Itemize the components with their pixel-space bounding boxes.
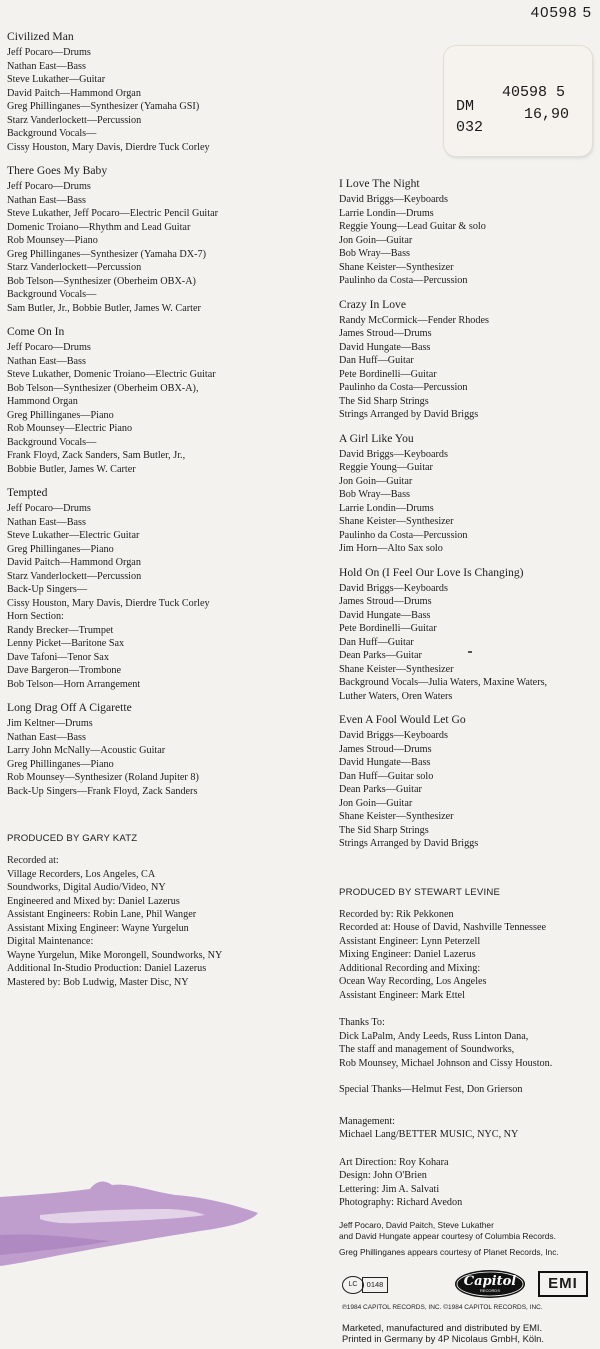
song-credit-block	[339, 565, 599, 704]
musician-credit: Larrie Londin—Drums	[339, 502, 434, 514]
musician-credit: David Briggs—Keyboards	[339, 194, 448, 205]
musician-credit: Reggie Young—Lead Guitar & solo	[339, 221, 486, 232]
musician-credit: David Briggs—Keyboards	[339, 582, 448, 594]
musician-credit: Jon Goin—Guitar	[339, 475, 413, 487]
musician-credit: David Hungate—Bass	[339, 341, 431, 353]
art-credits	[339, 1156, 599, 1210]
production-credit-line: Recorded by: Rik Pekkonen	[339, 908, 454, 920]
sticker-price: 16,90	[524, 106, 570, 123]
musician-credit: The Sid Sharp Strings	[339, 824, 429, 836]
copyright-notice: ℗1984 CAPITOL RECORDS, INC. ©1984 CAPITOL RECORDS, INC.	[342, 1304, 543, 1311]
musician-credit: Strings Arranged by David Briggs	[339, 838, 479, 849]
label-code-number: 0148	[362, 1277, 388, 1293]
musician-credit: Larrie Londin—Drums	[339, 207, 434, 219]
musician-credit: Paulinho da Costa—Percussion	[339, 382, 468, 393]
production-credit-line: Additional In-Studio Production: Daniel Lazerus	[7, 963, 207, 974]
musician-credit: Nathan East—Bass	[7, 194, 86, 206]
musician-credit: Jon Goin—Guitar	[339, 797, 413, 809]
musician-credit: Shane Keister—Synthesizer	[339, 811, 454, 822]
musician-credit: Larry John McNally—Acoustic Guitar	[7, 745, 166, 756]
sticker-number: 032	[456, 119, 484, 136]
musician-credit: David Hungate—Bass	[339, 609, 431, 621]
production-credit-line: Additional Recording and Mixing:	[339, 962, 481, 974]
musician-credit: Jeff Pocaro—Drums	[7, 181, 91, 192]
musician-credit: James Stroud—Drums	[339, 596, 432, 607]
song-credit-block	[339, 297, 599, 422]
courtesy-notes	[339, 1220, 599, 1259]
musician-credit: Dan Huff—Guitar solo	[339, 770, 434, 782]
musician-credit: David Paitch—Hammond Organ	[7, 557, 141, 568]
emi-logo: EMI	[538, 1271, 588, 1297]
musician-credit: Rob Mounsey—Electric Piano	[7, 423, 133, 434]
musician-credit: Paulinho da Costa—Percussion	[339, 275, 468, 286]
musician-credit: Jeff Pocaro—Drums	[7, 503, 91, 514]
sticker-currency: DM	[456, 98, 475, 115]
song-credit-block	[7, 700, 307, 798]
left-column	[7, 29, 307, 989]
courtesy-line: and David Hungate appear courtesy of Columbia Records.	[339, 1231, 556, 1241]
distribution-line: Printed in Germany by 4P Nicolaus GmbH, Köln.	[342, 1333, 544, 1344]
musician-credit: Dan Huff—Guitar	[339, 636, 414, 648]
musician-credit: Greg Phillinganes—Piano	[7, 758, 114, 770]
stray-mark	[468, 651, 472, 653]
production-credit-line: Wayne Yurgelun, Mike Morongell, Soundworks, NY	[7, 949, 223, 961]
label-code-mark: LC	[342, 1276, 364, 1294]
management-block	[339, 1115, 599, 1142]
musician-credit: Randy McCormick—Fender Rhodes	[339, 314, 489, 326]
song-credit-block	[7, 324, 307, 476]
song-title: A Girl Like You	[339, 431, 414, 445]
musician-credit: The Sid Sharp Strings	[339, 395, 429, 407]
label-logos	[340, 1268, 600, 1308]
price-sticker	[444, 46, 592, 156]
production-credit-line: Engineered and Mixed by: Daniel Lazerus	[7, 895, 180, 907]
musician-credit: Bob Telson—Horn Arrangement	[7, 678, 141, 690]
song-credit-block	[339, 176, 599, 288]
musician-credit: James Stroud—Drums	[339, 328, 432, 339]
production-credit-line: Mastered by: Bob Ludwig, Master Disc, NY	[7, 976, 189, 988]
right-column	[339, 176, 599, 1258]
producer-gary-katz: PRODUCED BY GARY KATZ	[7, 833, 138, 844]
thanks-line: Thanks To:	[339, 1017, 385, 1028]
musician-credit: Jeff Pocaro—Drums	[7, 47, 91, 58]
musician-credit: Frank Floyd, Zack Sanders, Sam Butler, Jr.,	[7, 450, 186, 461]
catalog-number: 40598 5	[530, 4, 592, 21]
musician-credit: David Briggs—Keyboards	[339, 730, 448, 741]
producer-stewart-levine: PRODUCED BY STEWART LEVINE	[339, 886, 501, 898]
musician-credit: Greg Phillinganes—Synthesizer (Yamaha DX-7)	[7, 248, 206, 260]
thanks-line: Rob Mounsey, Michael Johnson and Cissy Houston.	[339, 1057, 553, 1069]
musician-credit: Shane Keister—Synthesizer	[339, 261, 454, 273]
musician-credit: Background Vocals—	[7, 289, 97, 300]
musician-credit: Dean Parks—Guitar	[339, 650, 422, 661]
musician-credit: Greg Phillinganes—Piano	[7, 543, 114, 555]
musician-credit: Rob Mounsey—Piano	[7, 235, 98, 246]
song-title: Hold On (I Feel Our Love Is Changing)	[339, 565, 524, 579]
musician-credit: Jon Goin—Guitar	[339, 234, 413, 246]
art-credit-line: Photography: Richard Avedon	[339, 1197, 463, 1208]
production-credit-line: Assistant Engineer: Lynn Peterzell	[339, 935, 481, 947]
musician-credit: Nathan East—Bass	[7, 731, 86, 743]
musician-credit: Starz Vanderlockett—Percussion	[7, 262, 142, 273]
management-line: Michael Lang/BETTER MUSIC, NYC, NY	[339, 1129, 519, 1140]
distribution-line: Marketed, manufactured and distributed by EMI.	[342, 1322, 543, 1333]
production-credit-line: Digital Maintenance:	[7, 936, 94, 947]
musician-credit: Sam Butler, Jr., Bobbie Butler, James W. Carter	[7, 302, 201, 314]
musician-credit: Hammond Organ	[7, 396, 78, 407]
musician-credit: Greg Phillinganes—Piano	[7, 409, 114, 421]
musician-credit: Lenny Picket—Baritone Sax	[7, 638, 125, 649]
musician-credit: Dave Tafoni—Tenor Sax	[7, 651, 109, 663]
song-title: Long Drag Off A Cigarette	[7, 701, 132, 714]
musician-credit: Steve Lukather, Domenic Troiano—Electric Guitar	[7, 369, 216, 380]
thanks-block	[339, 1016, 599, 1070]
song-title: Even A Fool Would Let Go	[339, 713, 466, 726]
sticker-code: 40598 5	[502, 84, 566, 101]
song-title: Come On In	[7, 325, 65, 338]
musician-credit: Shane Keister—Synthesizer	[339, 516, 454, 527]
right-song-list	[339, 176, 599, 851]
musician-credit: Starz Vanderlockett—Percussion	[7, 570, 142, 582]
capitol-records-logo	[454, 1268, 526, 1300]
management-line: Management:	[339, 1115, 396, 1127]
musician-credit: Strings Arranged by David Briggs	[339, 409, 479, 420]
song-credit-block	[7, 163, 307, 315]
production-credit-line: Village Recorders, Los Angeles, CA	[7, 868, 156, 880]
musician-credit: Bob Telson—Synthesizer (Oberheim OBX-A),	[7, 382, 199, 394]
thanks-line: The staff and management of Soundworks,	[339, 1044, 515, 1055]
musician-credit: Nathan East—Bass	[7, 355, 86, 367]
production-credit-line: Soundworks, Digital Audio/Video, NY	[7, 882, 166, 893]
musician-credit: Paulinho da Costa—Percussion	[339, 529, 468, 541]
musician-credit: Bobbie Butler, James W. Carter	[7, 463, 136, 475]
musician-credit: Steve Lukather, Jeff Pocaro—Electric Pencil Guitar	[7, 208, 219, 219]
musician-credit: Rob Mounsey—Synthesizer (Roland Jupiter 8)	[7, 772, 199, 783]
capitol-logo-subtext: RECORDS	[479, 1288, 500, 1293]
song-title: Civilized Man	[7, 30, 74, 43]
musician-credit: Back-Up Singers—Frank Floyd, Zack Sanders	[7, 785, 198, 797]
musician-credit: Starz Vanderlockett—Percussion	[7, 114, 142, 126]
musician-credit: Shane Keister—Synthesizer	[339, 663, 454, 675]
musician-credit: Horn Section:	[7, 611, 64, 622]
thanks-line: Dick LaPalm, Andy Leeds, Russ Linton Dana,	[339, 1030, 529, 1042]
song-credit-block	[7, 485, 307, 691]
musician-credit: Steve Lukather—Electric Guitar	[7, 530, 140, 541]
left-song-list	[7, 29, 307, 798]
musician-credit: Randy Brecker—Trumpet	[7, 624, 114, 636]
musician-credit: Nathan East—Bass	[7, 516, 86, 528]
song-title: Tempted	[7, 486, 48, 499]
musician-credit: Jim Horn—Alto Sax solo	[339, 543, 443, 554]
musician-credit: Background Vocals—	[7, 436, 97, 448]
musician-credit: Bob Wray—Bass	[339, 489, 410, 500]
capitol-logo-text: Capitol	[463, 1274, 517, 1289]
art-credit-line: Design: John O'Brien	[339, 1170, 427, 1181]
right-production-credits	[339, 886, 599, 1003]
musician-credit: Pete Bordinelli—Guitar	[339, 623, 437, 634]
musician-credit: Cissy Houston, Mary Davis, Dierdre Tuck Corley	[7, 141, 210, 153]
musician-credit: Greg Phillinganes—Synthesizer (Yamaha GSI)	[7, 101, 200, 112]
left-production-credits	[7, 832, 307, 989]
courtesy-line: Greg Phillinganes appears courtesy of Planet Records, Inc.	[339, 1246, 559, 1257]
courtesy-line: Jeff Pocaro, David Paitch, Steve Lukather	[339, 1219, 494, 1230]
song-credit-block	[7, 29, 307, 154]
musician-credit: Dan Huff—Guitar	[339, 355, 414, 366]
musician-credit: Background Vocals—Julia Waters, Maxine Waters,	[339, 677, 548, 688]
musician-credit: Cissy Houston, Mary Davis, Dierdre Tuck Corley	[7, 597, 210, 609]
production-credit-line: Assistant Engineer: Mark Ettel	[339, 989, 465, 1001]
song-credit-block	[339, 712, 599, 851]
musician-credit: David Briggs—Keyboards	[339, 448, 448, 460]
production-credit-line: Recorded at: House of David, Nashville Tennessee	[339, 922, 547, 933]
musician-credit: Dave Bargeron—Trombone	[7, 665, 122, 676]
art-credit-line: Art Direction: Roy Kohara	[339, 1156, 449, 1168]
musician-credit: David Hungate—Bass	[339, 757, 431, 768]
song-title: There Goes My Baby	[7, 164, 108, 177]
production-credit-line: Ocean Way Recording, Los Angeles	[339, 976, 487, 987]
song-title: I Love The Night	[339, 177, 420, 190]
musician-credit: Bob Wray—Bass	[339, 248, 410, 259]
special-thanks: Special Thanks—Helmut Fest, Don Grierson	[339, 1084, 523, 1095]
musician-credit: Dean Parks—Guitar	[339, 784, 422, 795]
musician-credit: Steve Lukather—Guitar	[7, 74, 106, 85]
musician-credit: Bob Telson—Synthesizer (Oberheim OBX-A)	[7, 275, 196, 287]
art-credit-line: Lettering: Jim A. Salvati	[339, 1183, 440, 1195]
production-credit-line: Assistant Engineers: Robin Lane, Phil Wanger	[7, 909, 197, 920]
musician-credit: Reggie Young—Guitar	[339, 462, 433, 473]
musician-credit: Nathan East—Bass	[7, 60, 86, 72]
musician-credit: Jeff Pocaro—Drums	[7, 342, 91, 353]
musician-credit: Domenic Troiano—Rhythm and Lead Guitar	[7, 221, 191, 233]
production-credit-line: Recorded at:	[7, 855, 59, 866]
musician-credit: Pete Bordinelli—Guitar	[339, 368, 437, 380]
musician-credit: Background Vocals—	[7, 128, 97, 139]
musician-credit: James Stroud—Drums	[339, 743, 432, 755]
musician-credit: Luther Waters, Oren Waters	[339, 690, 453, 702]
musician-credit: David Paitch—Hammond Organ	[7, 87, 141, 99]
production-credit-line: Mixing Engineer: Daniel Lazerus	[339, 949, 476, 960]
song-credit-block	[339, 431, 599, 556]
production-credit-line: Assistant Mixing Engineer: Wayne Yurgelun	[7, 922, 189, 934]
distribution-notice	[342, 1322, 544, 1344]
song-title: Crazy In Love	[339, 297, 406, 311]
musician-credit: Back-Up Singers—	[7, 584, 88, 595]
purple-paint-smear-decoration	[0, 1175, 260, 1275]
musician-credit: Jim Keltner—Drums	[7, 718, 93, 729]
